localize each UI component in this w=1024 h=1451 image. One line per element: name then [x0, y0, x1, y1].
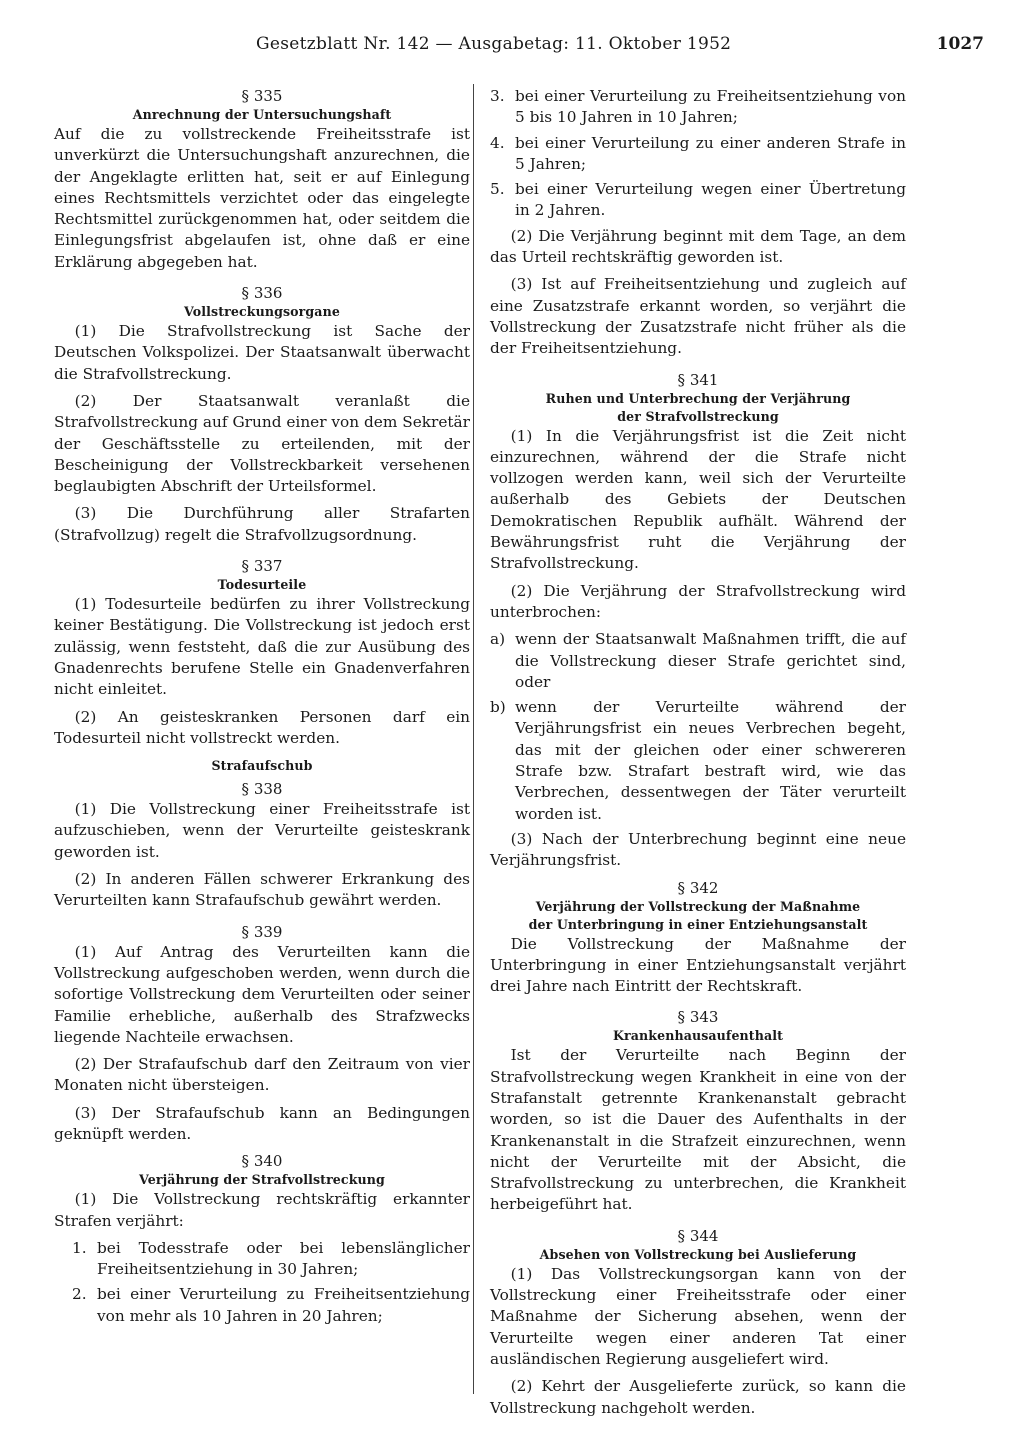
section-number: § 335	[241, 87, 283, 105]
paragraph: (2) Die Verjährung der Strafvollstreckung wird unterbrochen:	[490, 581, 906, 621]
paragraph: (1) Die Vollstreckung einer Freiheitsstrafe ist aufzuschieben, wenn der Verurteilte geisteskrank geworden ist.	[54, 800, 470, 861]
section-number: § 341	[677, 370, 719, 389]
list-text: bei Todesstrafe oder bei lebenslänglicher Freiheitsentziehung in 30 Jahren;	[97, 1238, 470, 1279]
header-title: Gesetzblatt Nr. 142 — Ausgabetag: 11. Oktober 1952	[256, 34, 732, 54]
left-column	[54, 86, 470, 1331]
section-number: § 343	[677, 1008, 719, 1027]
section-heading: Anrechnung der Untersuchungshaft	[132, 107, 392, 122]
paragraph: (2) Der Staatsanwalt veranlaßt die Strafvollstreckung auf Grund einer von dem Sekretär der Geschäftsstelle zu erteilenden, mit der Bescheinigung der Vollstreckbarkeit versehenen beglaubigten Abschrift der Urteilsformel.	[54, 391, 470, 496]
paragraph: (1) In die Verjährungsfrist ist die Zeit nicht einzurechnen, während der die Strafe nicht vollzogen werden kann, weil sich der Verurteilte außerhalb des Gebiets der Deutschen Demokratischen Republik aufhält. Während der Bewährungsfrist ruht die Verjährung der Strafvollstreckung.	[490, 426, 906, 573]
list-number: 5.	[490, 180, 505, 199]
list-text: bei einer Verurteilung wegen einer Übertretung in 2 Jahren.	[515, 180, 906, 220]
section-heading: Todesurteile	[217, 577, 307, 593]
section-heading: der Unterbringung in einer Entziehungsanstalt	[528, 916, 868, 932]
section-number: § 340	[241, 1152, 283, 1171]
list-item	[490, 179, 906, 222]
paragraph: (1) Das Vollstreckungsorgan kann von der Vollstreckung einer Freiheitsstrafe oder einer Maßnahme der Sicherung absehen, wenn der Verurteilte wegen einer anderen Tat einer ausländischen Regierung ausgeliefert wird.	[490, 1264, 906, 1368]
list-number: b)	[490, 698, 506, 717]
list-item	[490, 697, 906, 825]
section-number: § 338	[241, 780, 283, 799]
paragraph: (3) Ist auf Freiheitsentziehung und zugleich auf eine Zusatzstrafe erkannt worden, so verjährt die Vollstreckung der Zusatzstrafe nicht früher als die der Freiheitsentziehung.	[490, 275, 906, 358]
page-number: 1027	[936, 34, 984, 54]
paragraph: (2) Kehrt der Ausgelieferte zurück, so kann die Vollstreckung nachgeholt werden.	[490, 1377, 906, 1417]
list-item	[54, 1284, 470, 1327]
section-heading: der Strafvollstreckung	[617, 408, 779, 424]
list-item	[490, 86, 906, 129]
list-item	[54, 1238, 470, 1281]
paragraph: (3) Die Durchführung aller Strafarten (Strafvollzug) regelt die Strafvollzugsordnung.	[54, 504, 470, 544]
list-item	[490, 629, 906, 693]
list-number: 3.	[490, 87, 505, 105]
list-text: wenn der Verurteilte während der Verjährungsfrist ein neues Verbrechen begeht, das mit der gleichen oder einer schwereren Strafe bzw. Strafart bestraft wird, wie das Verbrechen, dessentwegen der Täter verurteilt worden ist.	[515, 698, 906, 823]
list-item	[490, 133, 906, 176]
paragraph: (3) Der Strafaufschub kann an Bedingungen geknüpft werden.	[54, 1103, 470, 1143]
page-header	[40, 30, 984, 64]
right-column	[490, 86, 906, 1425]
list-number: 1.	[72, 1238, 87, 1257]
section-heading: Strafaufschub	[211, 758, 313, 774]
section-number: § 339	[241, 922, 283, 941]
section-heading: Ruhen und Unterbrechung der Verjährung	[545, 390, 851, 406]
section-number: § 336	[241, 284, 283, 303]
section-heading: Verjährung der Strafvollstreckung	[139, 1172, 385, 1188]
paragraph: (2) Der Strafaufschub darf den Zeitraum von vier Monaten nicht übersteigen.	[54, 1055, 470, 1095]
list-number: 2.	[72, 1285, 87, 1304]
paragraph: (1) Todesurteile bedürfen zu ihrer Vollstreckung keiner Bestätigung. Die Vollstreckung ist jedoch erst zulässig, wenn feststeht, daß die zur Ausübung des Gnadenrechts berufene Stelle ein Gnadenverfahren nicht einleitet.	[54, 595, 470, 699]
paragraph: (2) An geisteskranken Personen darf ein Todesurteil nicht vollstreckt werden.	[54, 707, 470, 747]
section-heading: Vollstreckungsorgane	[184, 304, 340, 320]
section-number: § 342	[677, 878, 719, 897]
column-divider	[473, 84, 474, 1394]
section-heading: Absehen von Vollstreckung bei Auslieferung	[539, 1246, 857, 1262]
list-number: a)	[490, 630, 506, 649]
paragraph: (2) Die Verjährung beginnt mit dem Tage, an dem das Urteil rechtskräftig geworden ist.	[490, 226, 906, 267]
list-text: bei einer Verurteilung zu Freiheitsentziehung von mehr als 10 Jahren in 20 Jahren;	[97, 1285, 470, 1325]
list-number: 4.	[490, 133, 505, 152]
list-text: bei einer Verurteilung zu Freiheitsentziehung von 5 bis 10 Jahren in 10 Jahren;	[515, 87, 906, 127]
paragraph: (1) Auf Antrag des Verurteilten kann die Vollstreckung aufgeschoben werden, wenn durch die sofortige Vollstreckung dem Verurteilten oder seiner Familie erhebliche, außerhalb des Strafzwecks liegende Nachteile erwachsen.	[54, 942, 470, 1046]
paragraph: Auf die zu vollstreckende Freiheitsstrafe ist unverkürzt die Untersuchungshaft anzurechnen, die der Angeklagte erlitten hat, seit er auf Einlegung eines Rechtsmittels verzichtet oder das eingelegte Rechtsmittel zurückgenommen hat, oder seitdem die Einlegungsfrist abgelaufen ist, ohne daß er eine Erklärung abgegeben hat.	[54, 125, 470, 271]
list-text: bei einer Verurteilung zu einer anderen Strafe in 5 Jahren;	[515, 133, 906, 173]
section-heading: Verjährung der Vollstreckung der Maßnahme	[535, 898, 861, 914]
list-text: wenn der Staatsanwalt Maßnahmen trifft, die auf die Vollstreckung dieser Strafe gerichtet sind, oder	[515, 630, 906, 691]
paragraph: (3) Nach der Unterbrechung beginnt eine neue Verjährungsfrist.	[490, 829, 906, 870]
section-heading: Krankenhausaufenthalt	[612, 1028, 784, 1044]
paragraph: Ist der Verurteilte nach Beginn der Strafvollstreckung wegen Krankheit in eine von der Strafanstalt getrennte Krankenanstalt gebracht worden, so ist die Dauer des Aufenthalts in der Krankenanstalt in die Strafzeit einzurechnen, wenn nicht der Verurteilte mit der Absicht, die Strafvollstreckung zu unterbrechen, die Krankheit herbeigeführt hat.	[490, 1046, 906, 1214]
paragraph: Die Vollstreckung der Maßnahme der Unterbringung in einer Entziehungsanstalt verjährt drei Jahre nach Eintritt der Rechtskraft.	[490, 934, 906, 996]
paragraph: (1) Die Strafvollstreckung ist Sache der Deutschen Volkspolizei. Der Staatsanwalt überwacht die Strafvollstreckung.	[54, 322, 470, 383]
paragraph: (1) Die Vollstreckung rechtskräftig erkannter Strafen verjährt:	[54, 1190, 470, 1230]
paragraph: (2) In anderen Fällen schwerer Erkrankung des Verurteilten kann Strafaufschub gewährt werden.	[54, 870, 470, 910]
section-number: § 344	[677, 1226, 719, 1245]
section-number: § 337	[241, 557, 283, 576]
